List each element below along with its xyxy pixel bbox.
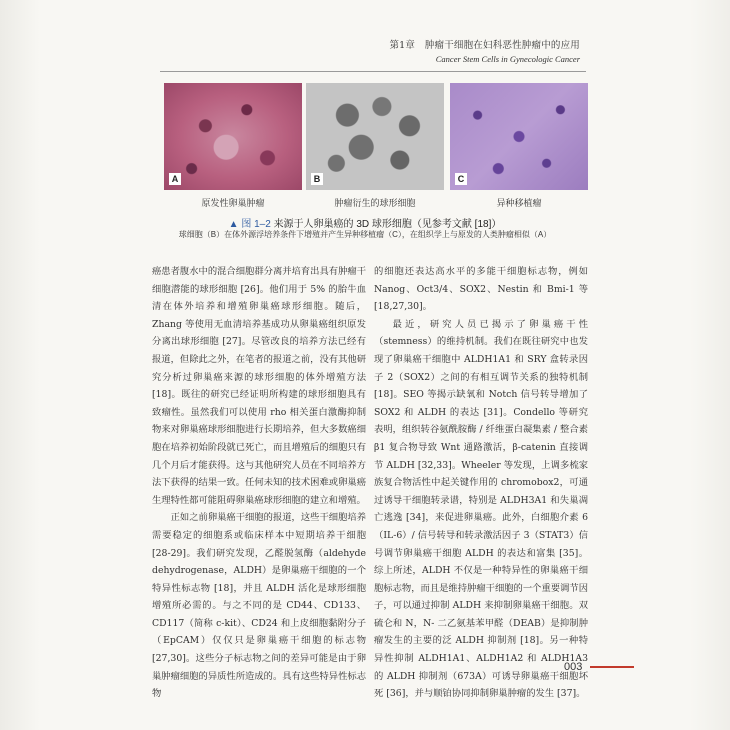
panel-letter: A — [169, 173, 181, 185]
panel-a-caption: 原发性卵巢肿瘤 — [201, 198, 265, 208]
figure-number: 图 1–2 — [241, 219, 271, 230]
header-rule — [160, 71, 586, 72]
figure-note: 球细胞（B）在体外源浮培养条件下增殖并产生异种移植瘤（C），在组织学上与原发的人类肿瘤相似（A） — [178, 230, 552, 239]
panel-c-caption: 异种移植瘤 — [496, 198, 542, 208]
panel-b-image — [306, 83, 444, 190]
right-column — [374, 263, 588, 703]
panel-c-image — [450, 83, 588, 190]
figure-title-text: 来源于人卵巢癌的 3D 球形细胞（见参考文献 [18]） — [273, 219, 502, 230]
running-header — [389, 37, 580, 64]
panel-b-caption: 肿瘤衍生的球形细胞 — [334, 198, 416, 208]
figure-title — [0, 215, 730, 230]
panel-a-image — [164, 83, 302, 190]
page-number-bar — [590, 666, 634, 668]
chapter-title: 第1章 肿瘤干细胞在妇科恶性肿瘤中的应用 — [389, 40, 580, 51]
panel-letter: C — [455, 173, 467, 185]
left-column — [152, 263, 366, 703]
paragraph: 最近，研究人员已揭示了卵巢癌干性（stemness）的维持机制。我们在既往研究中也发现了卵巢癌干细胞中 ALDH1A1 和 SRY 盒转录因子 2（SOX2）之间的有相互调节关系的独特机制 [18]。SEO 等揭示缺氧和 Notch 信号转导增加了 SOX2 和 ALDH 的表达 [31]。Condello 等研究表明，组织转谷氨酰胺酶 / 纤维蛋白凝集素 / 整合素 β1 复合物导致 Wnt 通路激活，β-catenin 直接调节 ALDH [32,33]。Wheeler 等发现，上调多梳家族复合物活性中起关键作用的 chromobox2，可通过诱导干细胞转录谱，特别是 ALDH3A1 和失巢凋亡逃逸 [34]，来促进卵巢癌。此外，白细胞介素 6（IL-6）/ 信号转导和转录激活因子 3（STAT3）信号调节卵巢癌干细胞 ALDH 的表达和富集 [35]。综上所述，ALDH 不仅是一种特异性的卵巢癌干细胞标志物，而且是维持肿瘤干细胞的一个重要调节因子，可以通过抑制 ALDH 来抑制卵巢癌干细胞。双硫仑和 N，N- 二乙氨基苯甲醛（DEAB）是抑制肿瘤发生的主要的泛 ALDH 抑制剂 [18]。另一种特异性抑制 ALDH1A1、ALDH1A2 和 ALDH1A3 的 ALDH 抑制剂（673A）可诱导卵巢癌干细胞坏死 [36]，并与顺铂协同抑制卵巢肿瘤的发生 [37]。 — [374, 318, 588, 700]
figure-panels — [164, 83, 588, 190]
triangle-marker-icon: ▲ — [228, 219, 239, 230]
paragraph: 正如之前卵巢癌干细胞的报道，这些干细胞培养需要稳定的细胞系或临床样本中短期培养干细胞 [28-29]。我们研究发现，乙醛脱氢酶（aldehyde dehydrogenase，ALDH）是卵巢癌干细胞的一个特异性标志物 [18]，并且 ALDH 活化是球形细胞增殖所必需的。与之不同的是 CD44、CD133、CD117（简称 c-kit）、CD24 和上皮细胞黏附分子（EpCAM）仅仅只是卵巢癌干细胞的标志物 [27,30]。这些分子标志物之间的差异可能是由于卵巢肿瘤细胞的异质性所造成的。具有这些特异性标志物 — [152, 512, 366, 700]
paragraph: 的细胞还表达高水平的多能干细胞标志物，例如 Nanog、Oct3/4、SOX2、Nestin 和 Bmi-1 等 [18,27,30]。 — [374, 266, 588, 313]
chapter-title-english: Cancer Stem Cells in Gynecologic Cancer — [435, 54, 580, 64]
panel-letter: B — [311, 173, 323, 185]
page-number: 003 — [564, 661, 583, 673]
paragraph: 癌患者腹水中的混合细胞群分离并培育出具有肿瘤干细胞潜能的球形细胞 [26]。他们用于 5% 的胎牛血清在体外培养和增殖卵巢癌球形细胞。随后，Zhang 等使用无血清培养基成功从卵巢癌组织原发分离出球形细胞 [27]。尽管改良的培养方法已经有报道，但除此之外，在笔者的报道之前，没有其他研究分析过卵巢癌来源的球形细胞的体外增殖方法 [18]。既往的研究已经证明所构建的球形细胞具有致瘤性。虽然我们可以使用 rho 相关蛋白激酶抑制物来对卵巢癌球形细胞进行长期培养，但大多数癌细胞在培养初始阶段就已死亡，而且增殖后的细胞只有几个月后才能获得。这与其他研究人员在不同培养方法下获得的结果一致。任何未知的技术困难或卵巢癌生理特性都可能阻碍卵巢癌球形细胞的建立和增殖。 — [152, 266, 366, 506]
